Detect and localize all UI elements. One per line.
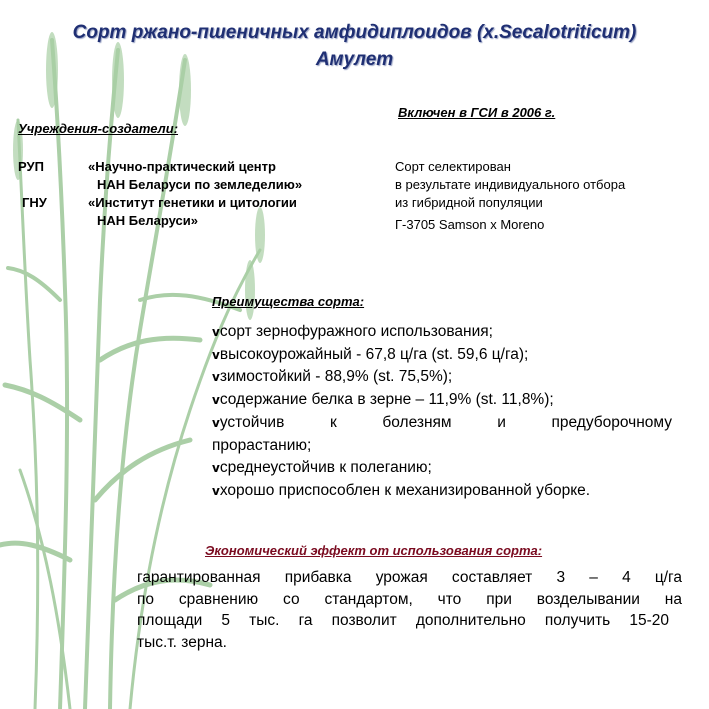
effect-heading: Экономический эффект от использования сорта: xyxy=(205,543,543,558)
page-title-line2: Амулет xyxy=(315,49,394,70)
advantage-item: vустойчив к болезням и предуборочному xyxy=(212,413,672,431)
selection-line: Сорт селектирован xyxy=(395,159,511,174)
advantage-item: vсорт зернофуражного использования; xyxy=(212,323,493,340)
effect-line: гарантированная прибавка урожая составляет 3 – 4 ц/га xyxy=(137,569,682,586)
effect-line: по сравнению со стандартом, что при возделывании на xyxy=(137,590,682,608)
advantage-item-continuation: прорастанию; xyxy=(212,436,312,454)
bullet-icon: v xyxy=(212,325,220,339)
bullet-icon: v xyxy=(212,370,220,385)
institution-name-line: НАН Беларуси по земледелию» xyxy=(97,177,303,192)
bullet-icon: v xyxy=(212,483,220,498)
bullet-icon: v xyxy=(212,393,220,408)
effect-text xyxy=(137,567,682,653)
institution-abbr: РУП xyxy=(18,159,44,174)
advantage-item: vвысокоурожайный - 67,8 ц/га (st. 59,6 ц/га); xyxy=(212,345,529,363)
effect-line: тыс.т. зерна. xyxy=(137,633,227,651)
advantage-item: vсреднеустойчив к полеганию; xyxy=(212,459,432,477)
inclusion-note: Включен в ГСИ в 2006 г. xyxy=(398,105,556,120)
advantages-list xyxy=(212,321,672,503)
advantage-item: vзимостойкий - 88,9% (st. 75,5%); xyxy=(212,368,453,386)
institution-name-line: НАН Беларуси» xyxy=(97,213,198,228)
bullet-icon: v xyxy=(212,415,220,430)
advantage-item: vсодержание белка в зерне – 11,9% (st. 11,8%); xyxy=(212,391,554,409)
institution-name-line: «Научно-практический центр xyxy=(88,159,276,174)
bullet-icon: v xyxy=(212,461,220,476)
selection-line: Г-3705 Samson x Moreno xyxy=(395,217,545,232)
effect-line: площади 5 тыс. га позволит дополнительно получить 15-20 xyxy=(137,612,669,629)
page-title-line1: Сорт ржано-пшеничных амфидиплоидов (x.Secalotriticum) xyxy=(72,22,637,43)
institution-name-line: «Институт генетики и цитологии xyxy=(88,195,297,210)
selection-line: из гибридной популяции xyxy=(395,195,543,210)
advantages-heading: Преимущества сорта: xyxy=(212,294,365,309)
bullet-icon: v xyxy=(212,347,220,362)
institutions-heading: Учреждения-создатели: xyxy=(18,121,179,136)
advantage-item: vхорошо приспособлен к механизированной уборке. xyxy=(212,481,591,499)
institution-abbr: ГНУ xyxy=(22,195,47,210)
selection-line: в результате индивидуального отбора xyxy=(395,177,626,192)
